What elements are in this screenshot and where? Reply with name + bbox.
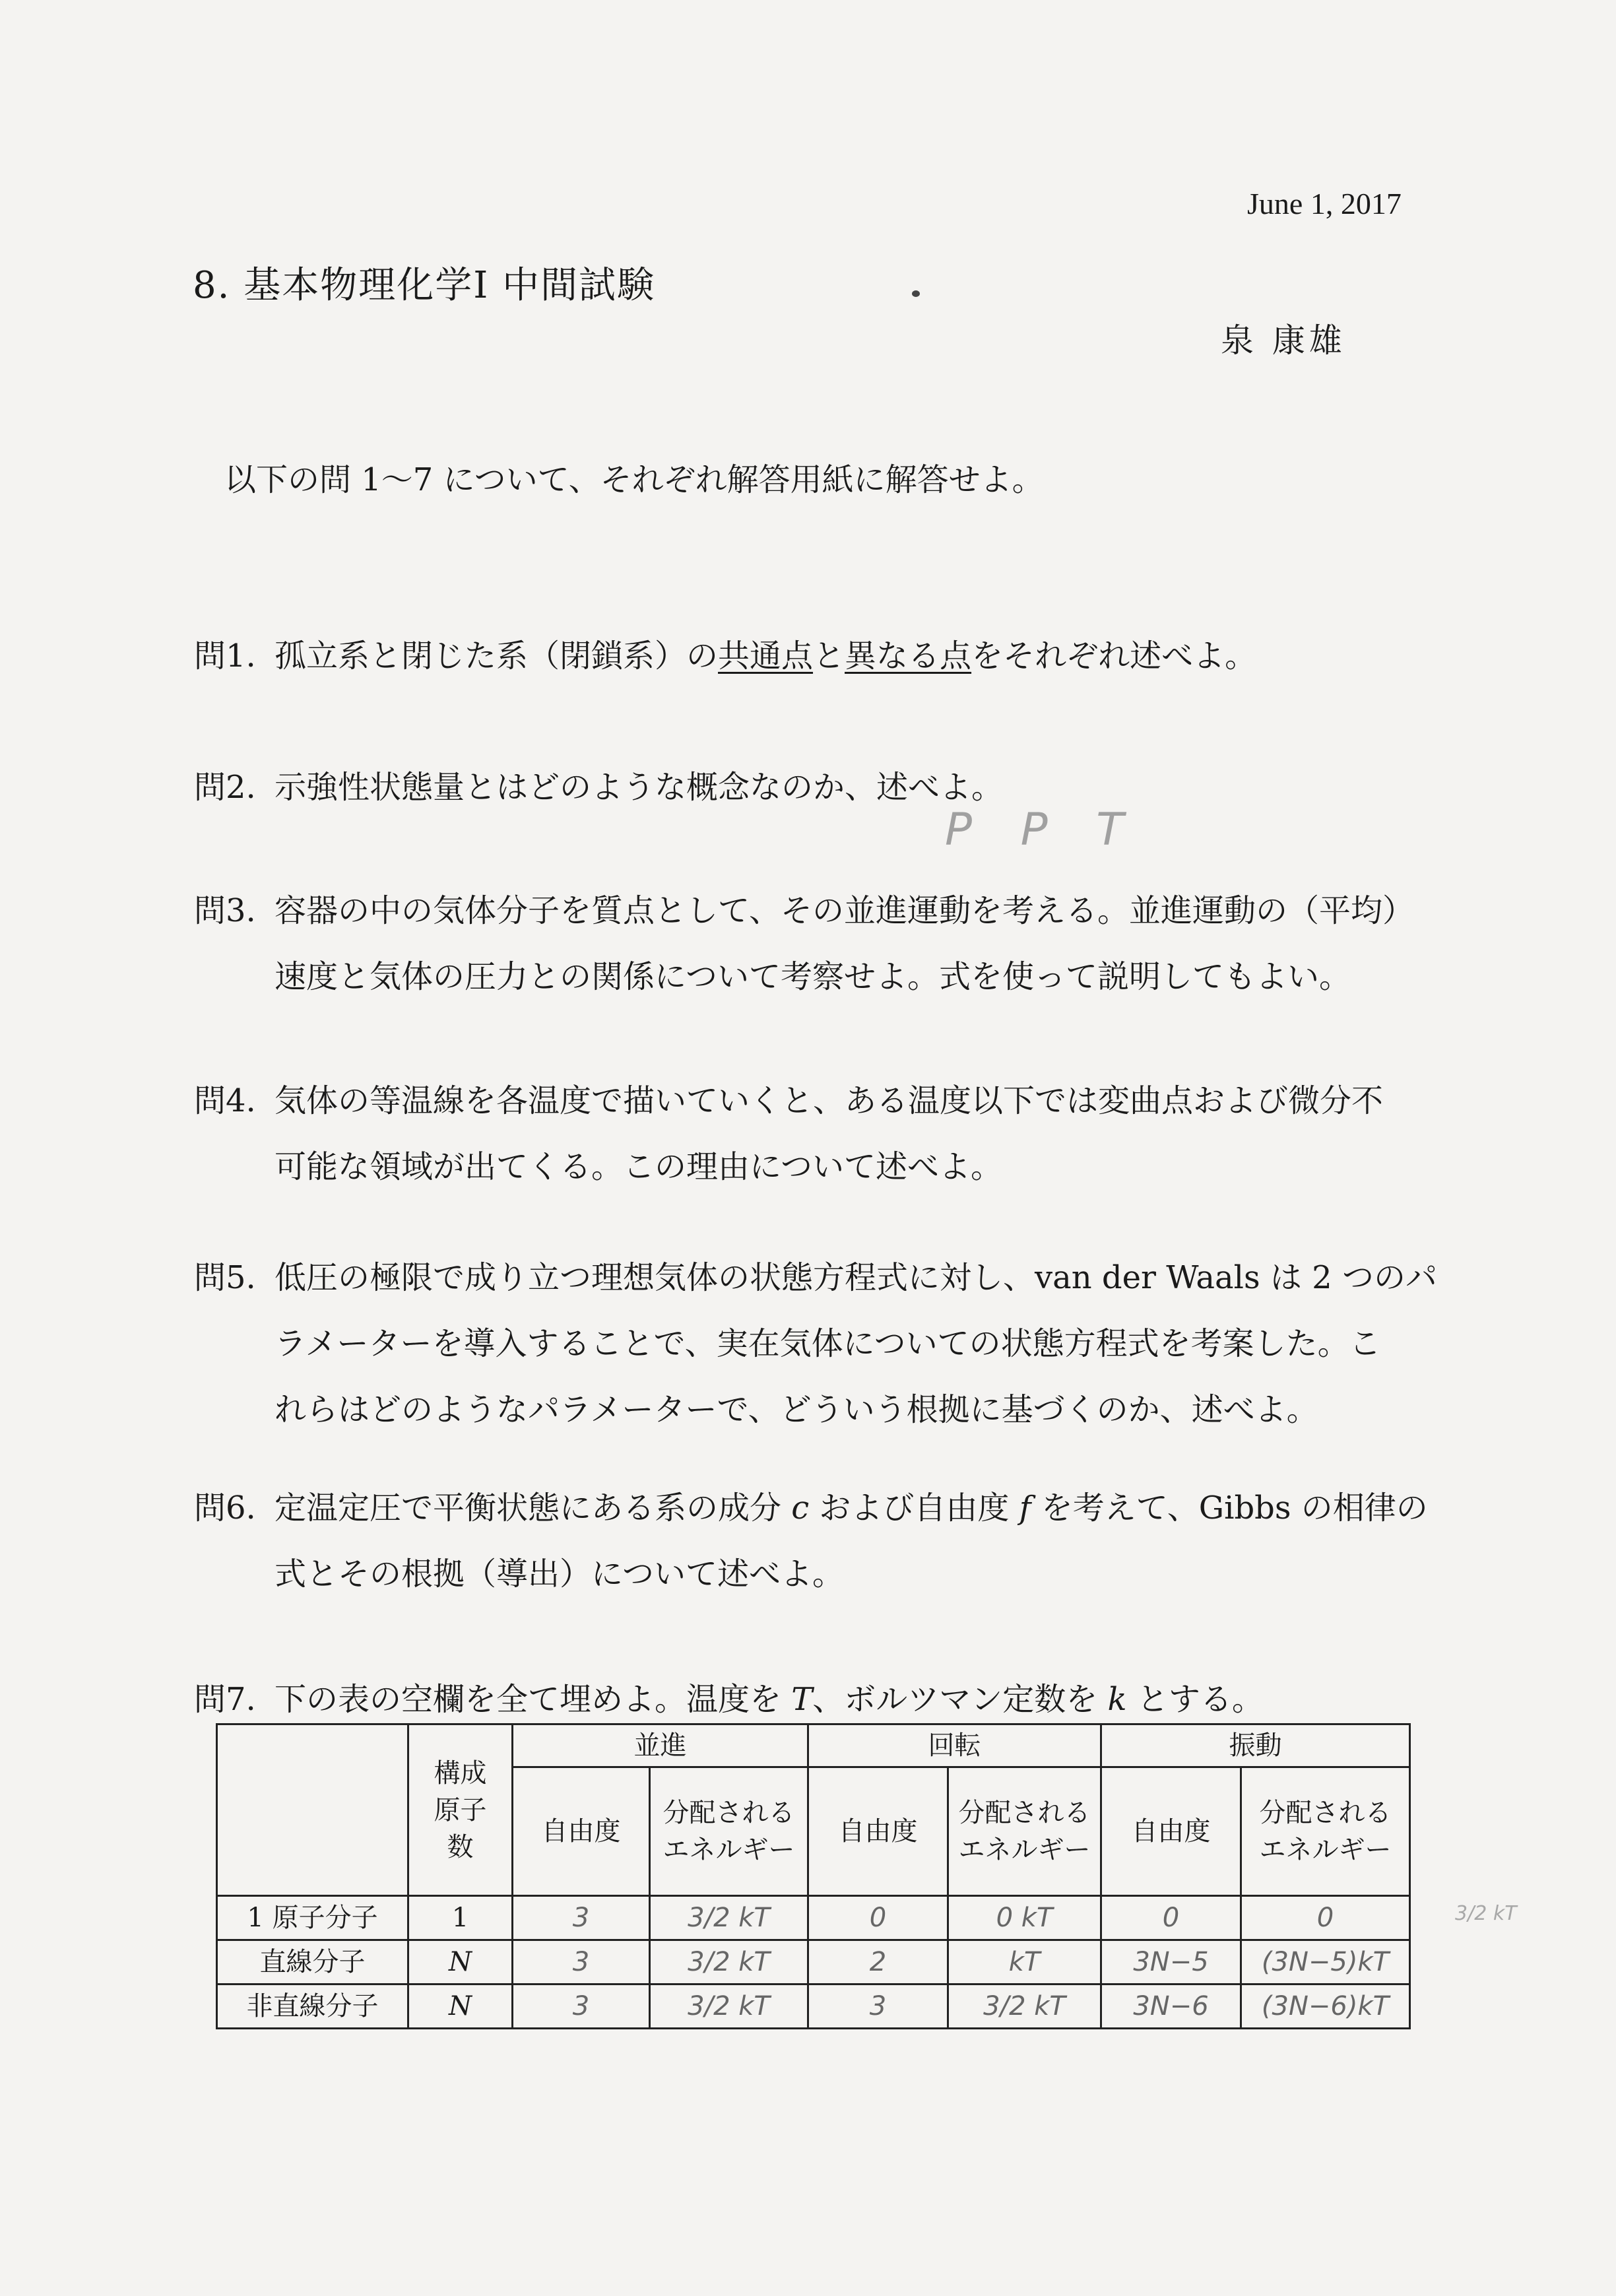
handwritten-answer: 3N−5	[1101, 1940, 1241, 1984]
question-text-cont: 速度と気体の圧力との関係について考察せよ。式を使って説明してもよい。	[275, 958, 1351, 995]
subheader-dof: 自由度	[513, 1767, 650, 1896]
row-label: 直線分子	[217, 1940, 408, 1984]
variable-f: f	[1019, 1490, 1031, 1526]
handwritten-answer: (3N−5)kT	[1241, 1940, 1410, 1984]
table-row	[217, 1896, 1410, 1940]
table-row	[217, 1940, 1410, 1984]
header-translation: 並進	[513, 1724, 808, 1767]
question-text-cont: 可能な領域が出てくる。この理由について述べよ。	[275, 1148, 1003, 1185]
question-text: とする。	[1126, 1681, 1264, 1718]
table-corner-cell	[217, 1724, 408, 1896]
question-number: 問3.	[194, 892, 256, 929]
handwritten-answer: 3	[808, 1984, 948, 2029]
header-rotation: 回転	[808, 1724, 1101, 1767]
question-text: をそれぞれ述べよ。	[971, 638, 1257, 674]
atom-count: N	[408, 1940, 513, 1984]
question-text: 示強性状態量とはどのような概念なのか、述べよ。	[275, 769, 1004, 806]
exam-date: June 1, 2017	[1247, 187, 1402, 220]
handwritten-answer: 0	[1241, 1896, 1410, 1940]
question-text-cont: れらはどのようなパラメーターで、どういう根拠に基づくのか、述べよ。	[275, 1391, 1318, 1428]
handwritten-answer: 3N−6	[1101, 1984, 1241, 2029]
question-text-cont: ラメーターを導入することで、実在気体についての状態方程式を考案した。こ	[275, 1325, 1381, 1362]
question-7	[194, 1666, 1264, 1732]
header-vibration: 振動	[1101, 1724, 1410, 1767]
header-atom-count: 構成原子数	[408, 1724, 513, 1896]
handwritten-answer: 2	[808, 1940, 948, 1984]
handwritten-answer: kT	[948, 1940, 1101, 1984]
handwritten-answer: 3	[513, 1984, 650, 2029]
question-number: 問1.	[194, 638, 256, 674]
question-3	[194, 878, 1414, 1010]
handwritten-answer: 3	[513, 1940, 650, 1984]
degrees-of-freedom-table	[216, 1723, 1411, 2029]
atom-count: 1	[408, 1896, 513, 1940]
subheader-dof: 自由度	[808, 1767, 948, 1896]
author-name: 泉 康雄	[1221, 321, 1346, 360]
row-label: 1 原子分子	[217, 1896, 408, 1940]
question-text: 容器の中の気体分子を質点として、その並進運動を考える。並進運動の（平均）	[275, 892, 1415, 929]
handwritten-answer: 3/2 kT	[948, 1984, 1101, 2029]
handwritten-answer: 3/2 kT	[650, 1896, 808, 1940]
question-2	[194, 754, 1003, 820]
variable-T: T	[791, 1681, 813, 1718]
question-text: および自由度	[809, 1490, 1019, 1526]
question-text: 、ボルツマン定数を	[812, 1681, 1108, 1718]
subheader-energy: 分配されるエネルギー	[650, 1767, 808, 1896]
question-6	[194, 1475, 1428, 1607]
variable-k: k	[1107, 1681, 1127, 1718]
handwritten-answer: 3	[513, 1896, 650, 1940]
handwritten-answer: 0	[1101, 1896, 1241, 1940]
question-number: 問7.	[194, 1681, 256, 1718]
row-label: 非直線分子	[217, 1984, 408, 2029]
exam-title: 8. 基本物理化学I 中間試験	[193, 264, 656, 307]
question-text-cont: 式とその根拠（導出）について述べよ。	[275, 1556, 845, 1592]
question-number: 問5.	[194, 1259, 256, 1296]
question-5	[194, 1245, 1437, 1443]
question-number: 問2.	[194, 769, 256, 806]
handwritten-answer: 3/2 kT	[650, 1940, 808, 1984]
handwritten-answer: 0 kT	[948, 1896, 1101, 1940]
table-row	[217, 1984, 1410, 2029]
subheader-dof: 自由度	[1101, 1767, 1241, 1896]
handwritten-answer: 0	[808, 1896, 948, 1940]
question-number: 問4.	[194, 1082, 256, 1119]
question-number: 問6.	[194, 1490, 256, 1526]
instructions: 以下の問 1～7 について、それぞれ解答用紙に解答せよ。	[224, 461, 1044, 498]
handwritten-margin-note: 3/2 kT	[1455, 1902, 1517, 1925]
underlined-term-common: 共通点	[718, 638, 814, 674]
question-text: を考えて、Gibbs の相律の	[1031, 1490, 1428, 1526]
question-text: 定温定圧で平衡状態にある系の成分	[275, 1490, 792, 1526]
subheader-energy: 分配されるエネルギー	[948, 1767, 1101, 1896]
subheader-energy: 分配されるエネルギー	[1241, 1767, 1410, 1896]
atom-count: N	[408, 1984, 513, 2029]
handwritten-answer: (3N−6)kT	[1241, 1984, 1410, 2029]
underlined-term-different: 異なる点	[845, 638, 972, 674]
question-4	[194, 1068, 1383, 1200]
question-text: 気体の等温線を各温度で描いていくと、ある温度以下では変曲点および微分不	[275, 1082, 1384, 1119]
question-1	[194, 623, 1256, 689]
ink-speck	[912, 290, 920, 297]
question-text: 下の表の空欄を全て埋めよ。温度を	[275, 1681, 792, 1718]
question-text: 孤立系と閉じた系（閉鎖系）の	[275, 638, 719, 674]
handwritten-answer: 3/2 kT	[650, 1984, 808, 2029]
variable-c: c	[791, 1490, 810, 1526]
question-text: と	[813, 638, 845, 674]
question-text: 低圧の極限で成り立つ理想気体の状態方程式に対し、van der Waals は 2 つのパ	[275, 1259, 1437, 1296]
handwritten-note-ppt: P P T	[945, 804, 1141, 856]
